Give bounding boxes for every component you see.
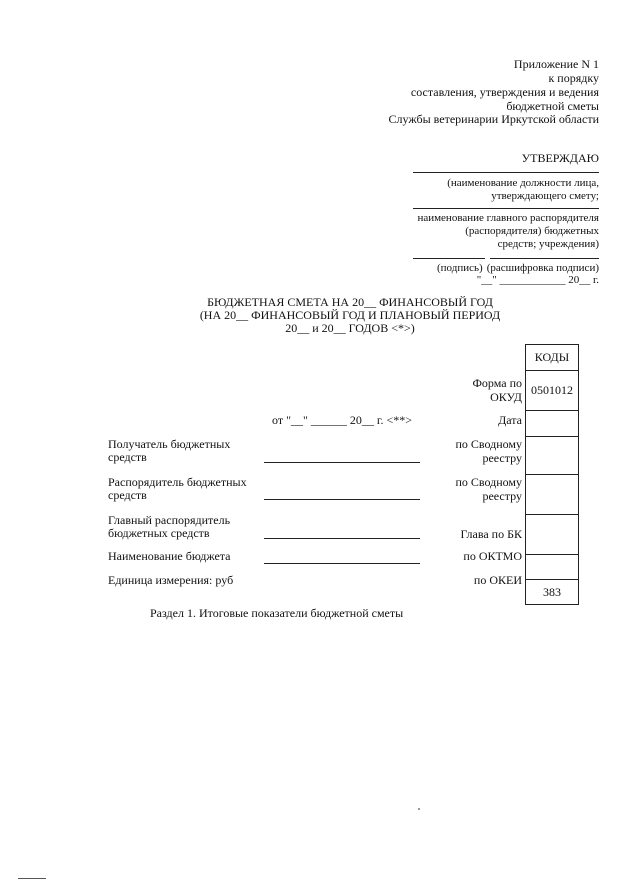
recipient-line[interactable] [264, 462, 420, 463]
smeta-date: от "__" ______ 20__ г. <**> [272, 413, 412, 427]
position-caption-2: утверждающего смету; [491, 190, 599, 202]
approval-date: "__" ____________ 20__ г. [476, 274, 599, 286]
date-code[interactable] [526, 411, 578, 437]
appendix-line-3: составления, утверждения и ведения [410, 85, 599, 99]
bk-code[interactable] [526, 515, 578, 555]
oktmo-label: по ОКТМО [463, 549, 522, 563]
manager-caption-2: (распорядителя) бюджетных [465, 225, 599, 237]
approve-heading: УТВЕРЖДАЮ [521, 151, 599, 165]
registry-label-1: по Сводному [455, 437, 522, 451]
okud-label-2: ОКУД [490, 390, 522, 404]
section-heading: Раздел 1. Итоговые показатели бюджетной сметы [150, 606, 404, 620]
scan-mark [418, 808, 420, 810]
main-manager-line[interactable] [264, 538, 420, 539]
manager-line [413, 208, 599, 209]
okei-label: по ОКЕИ [473, 573, 522, 587]
manager-label: Распорядитель бюджетных средств [108, 475, 247, 502]
budget-name-line[interactable] [264, 563, 420, 564]
budget-name-label: Наименование бюджета [108, 549, 231, 563]
appendix-line-5: Службы ветеринарии Иркутской области [388, 112, 599, 126]
oktmo-code[interactable] [526, 555, 578, 580]
unit-label: Единица измерения: руб [108, 573, 234, 587]
appendix-line-1: Приложение N 1 [513, 57, 599, 71]
scan-edge-mark [18, 878, 46, 879]
registry2-label-2: реестру [482, 489, 522, 503]
main-manager-label: Главный распорядитель бюджетных средств [108, 513, 231, 540]
manager-caption-1: наименование главного распорядителя [417, 212, 599, 224]
codes-header: КОДЫ [526, 345, 578, 371]
manager-field-line[interactable] [264, 499, 420, 500]
title-line-1: БЮДЖЕТНАЯ СМЕТА НА 20__ ФИНАНСОВЫЙ ГОД [207, 295, 493, 309]
position-caption-1: (наименование должности лица, [447, 177, 599, 189]
registry-code[interactable] [526, 437, 578, 475]
decoding-caption: (расшифровка подписи) [486, 262, 599, 274]
appendix-line-4: бюджетной сметы [506, 99, 599, 113]
title-line-2: (НА 20__ ФИНАНСОВЫЙ ГОД И ПЛАНОВЫЙ ПЕРИОД [199, 308, 501, 322]
registry2-code[interactable] [526, 475, 578, 515]
okud-label-1: Форма по [472, 376, 522, 390]
codes-table [525, 344, 579, 605]
registry2-label-1: по Сводному [455, 475, 522, 489]
title-line-3: 20__ и 20__ ГОДОВ <*>) [285, 321, 415, 335]
okei-code: 383 [526, 580, 578, 605]
date-label: Дата [498, 413, 522, 427]
manager-caption-3: средств; учреждения) [497, 238, 599, 250]
decoding-line [490, 258, 599, 259]
recipient-label: Получатель бюджетных средств [108, 437, 231, 464]
okud-code: 0501012 [526, 371, 578, 411]
bk-label: Глава по БК [460, 527, 522, 541]
registry-label-2: реестру [482, 451, 522, 465]
position-line [413, 172, 599, 173]
signature-caption: (подпись) [437, 262, 483, 274]
appendix-line-2: к порядку [548, 71, 599, 85]
signature-line [413, 258, 485, 259]
